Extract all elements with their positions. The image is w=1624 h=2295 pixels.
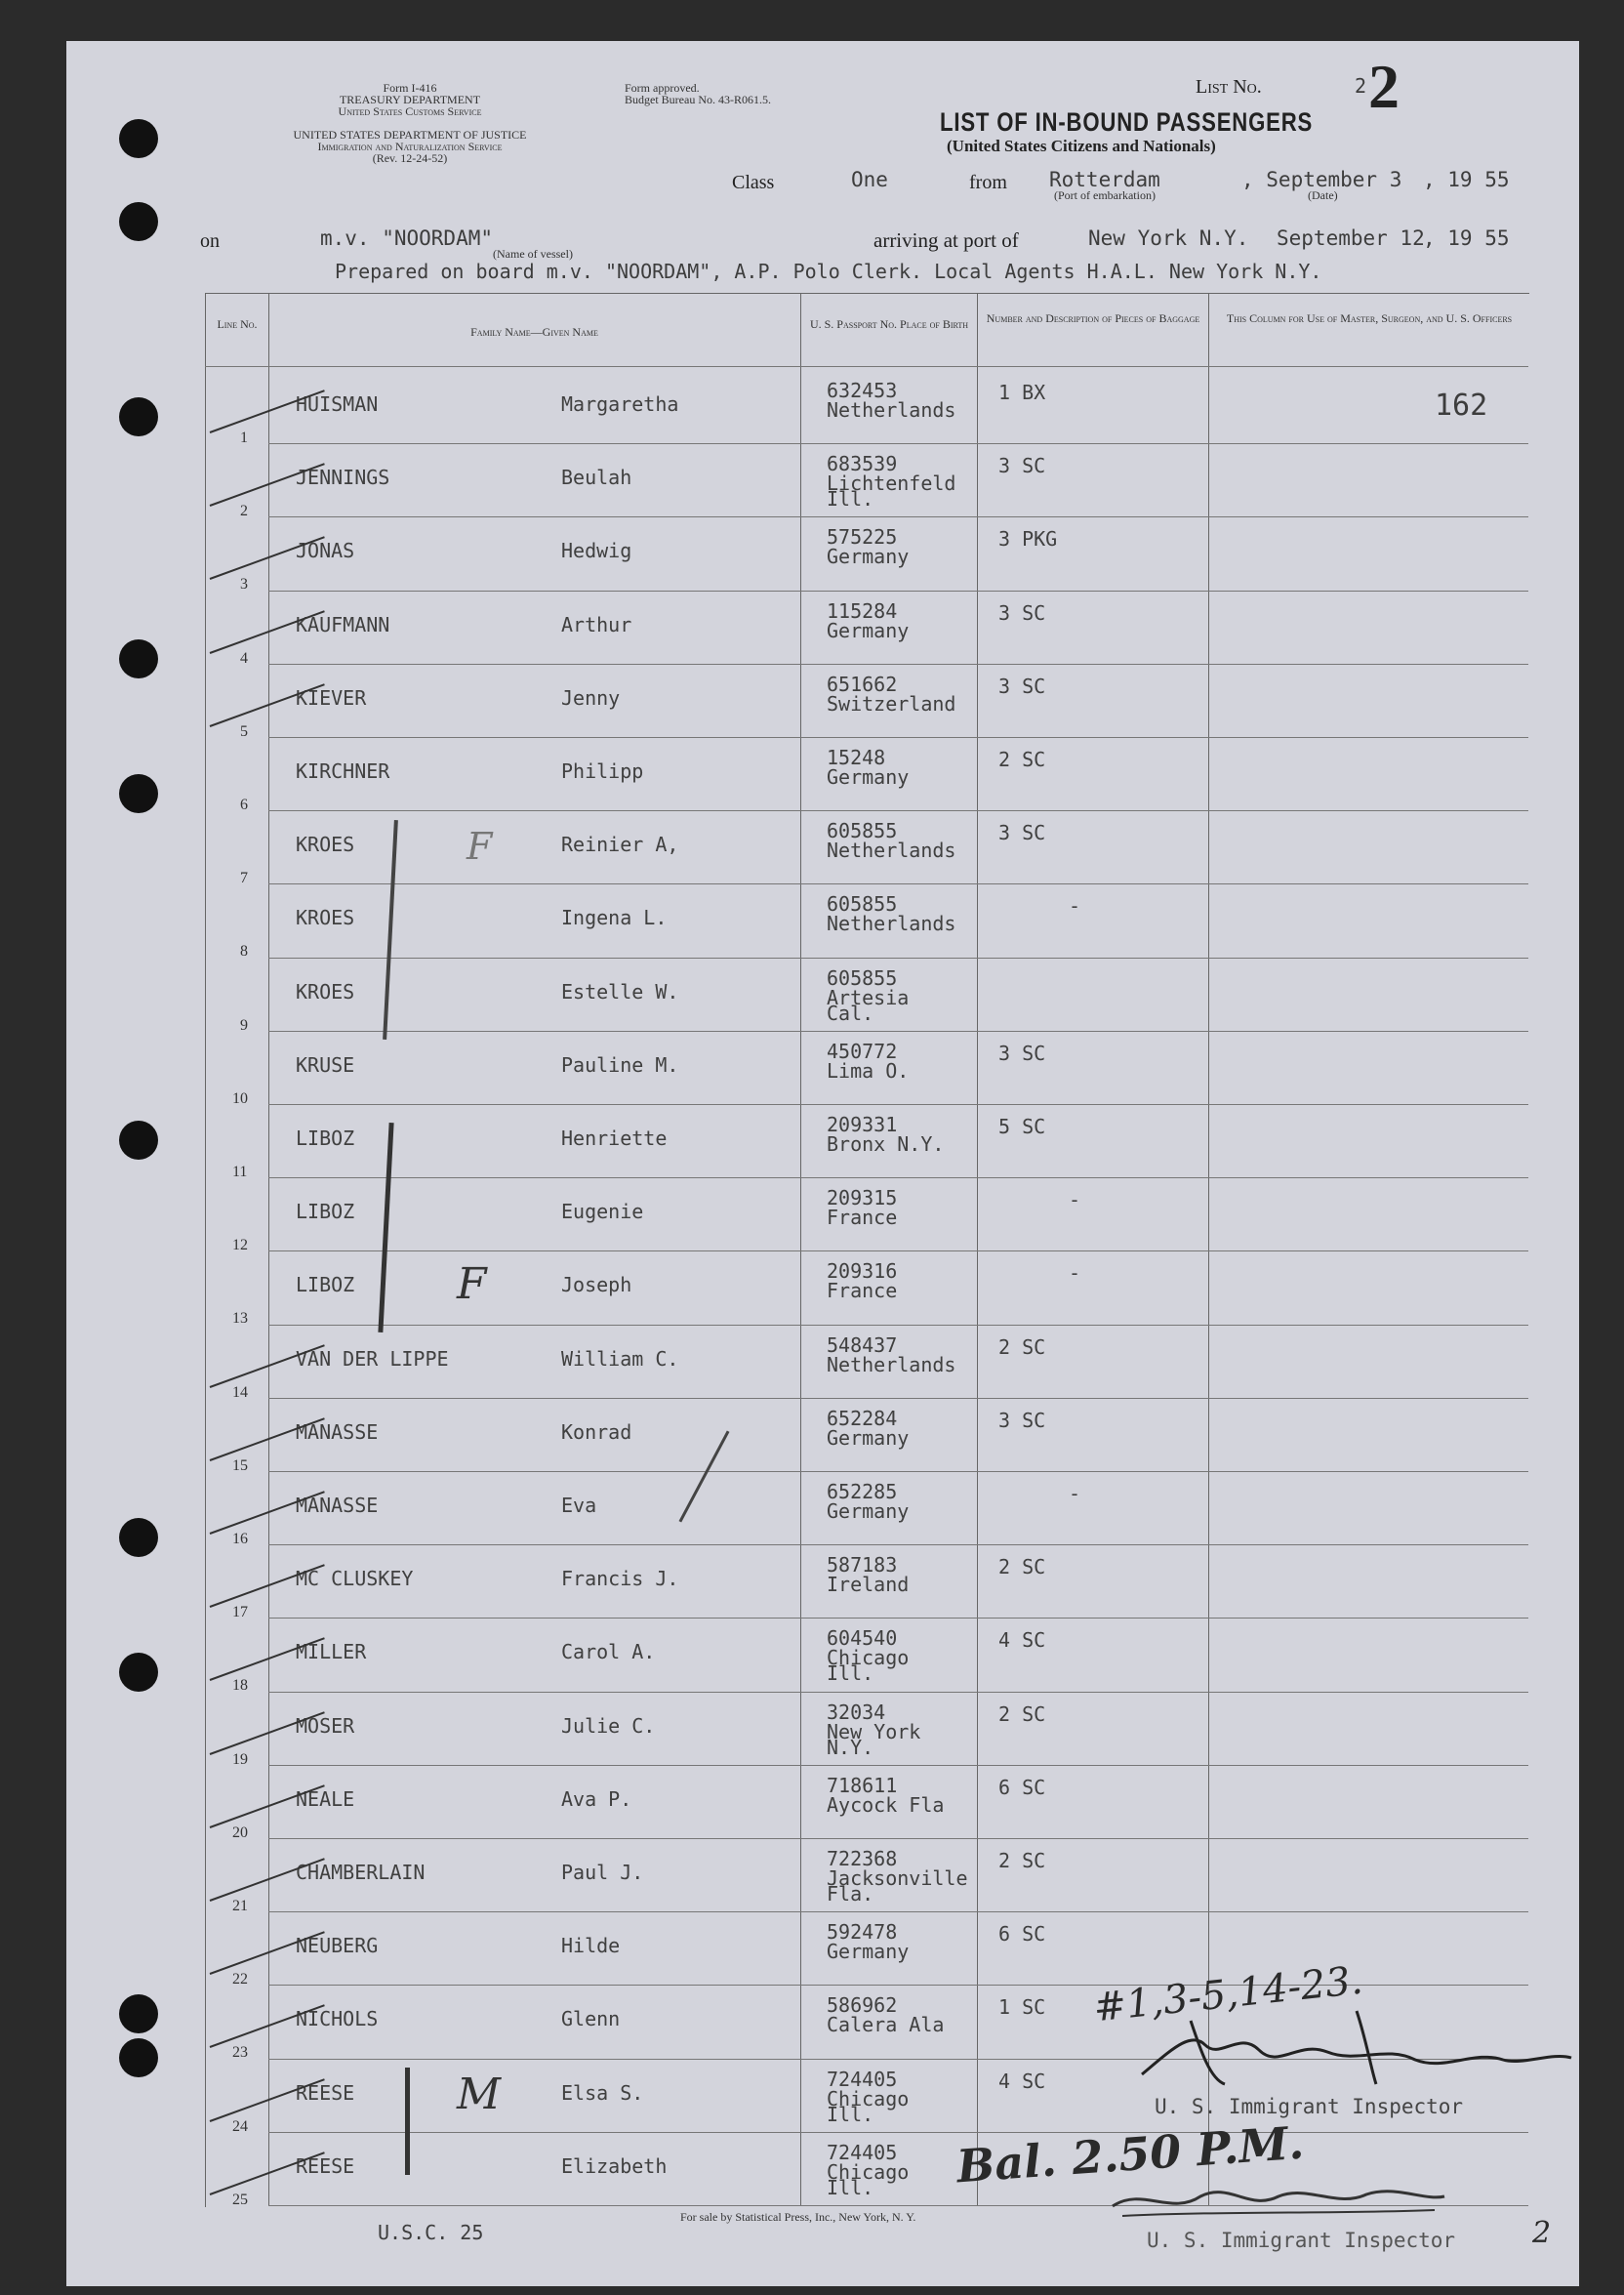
table-row <box>205 1105 1528 1178</box>
family-name: MANASSE <box>296 1419 379 1444</box>
place-of-birth: Germany <box>827 1425 910 1450</box>
usc-code: U.S.C. 25 <box>378 2221 484 2244</box>
given-name: Julie C. <box>561 1713 656 1738</box>
line-number: 22 <box>232 1971 248 1988</box>
given-name: Ingena L. <box>561 906 668 930</box>
family-name: KIRCHNER <box>296 759 390 783</box>
form-approved: Form approved. <box>625 81 700 95</box>
baggage: 3 SC <box>998 821 1046 845</box>
passport-number: 605855 <box>827 819 898 843</box>
table-row <box>205 371 1528 444</box>
passport-number: 724405 <box>827 2140 898 2164</box>
punch-hole <box>119 2038 158 2077</box>
place-of-birth: Lima O. <box>827 1058 910 1083</box>
baggage: 3 SC <box>998 454 1046 478</box>
given-name: Pauline M. <box>561 1052 679 1077</box>
baggage: 6 SC <box>998 1775 1046 1799</box>
inspector-title-1: U. S. Immigrant Inspector <box>1155 2095 1464 2118</box>
table-row <box>205 884 1528 961</box>
arrival-year: , 19 55 <box>1423 226 1510 250</box>
port-embarkation: Rotterdam <box>1049 168 1160 191</box>
given-name: Glenn <box>561 2007 621 2031</box>
family-name: CHAMBERLAIN <box>296 1861 426 1884</box>
family-name: NEUBERG <box>296 1934 379 1958</box>
port-caption: (Port of embarkation) <box>1054 188 1156 202</box>
given-name: William C. <box>561 1346 679 1371</box>
punch-hole <box>119 1994 158 2033</box>
line-number: 13 <box>232 1310 248 1328</box>
table-row <box>205 592 1528 665</box>
passport-number: 724405 <box>827 2067 898 2091</box>
punch-hole <box>119 639 158 678</box>
table-row <box>205 1693 1528 1766</box>
line-number: 16 <box>232 1531 248 1547</box>
from-label: from <box>969 172 1007 193</box>
place-of-birth: Netherlands <box>827 839 956 863</box>
given-name: Estelle W. <box>561 979 679 1004</box>
passport-number: 722368 <box>827 1847 898 1870</box>
handwritten-bal-note: Bal. 2.50 P.M. <box>954 2115 1306 2193</box>
baggage: 3 PKG <box>998 527 1058 552</box>
place-of-birth: Germany <box>827 618 910 642</box>
given-name: Jenny <box>561 685 621 710</box>
arriving-label: arriving at port of <box>873 228 1019 252</box>
table-row <box>205 1839 1528 1912</box>
table-row <box>205 959 1528 1032</box>
place-of-birth: Netherlands <box>827 398 956 422</box>
handwritten-lines-note: #1,3-5,14-23. <box>1091 1957 1365 2031</box>
table-row <box>205 1472 1528 1545</box>
page-subtitle: (United States Citizens and Nationals) <box>947 137 1216 155</box>
date-caption: (Date) <box>1308 188 1338 202</box>
passport-number: 652285 <box>827 1480 898 1503</box>
family-name: MANASSE <box>296 1494 379 1517</box>
passport-number: 32034 <box>827 1700 886 1724</box>
baggage: 3 SC <box>998 1041 1046 1065</box>
family-name: KROES <box>296 979 355 1004</box>
passport-number: 592478 <box>827 1920 898 1945</box>
on-label: on <box>200 230 220 252</box>
place-of-birth: Germany <box>827 1499 910 1523</box>
line-number: 10 <box>232 1089 248 1107</box>
signature-1 <box>1132 1991 1581 2099</box>
handwritten-m: M <box>457 2070 502 2119</box>
place-of-birth: France <box>827 1206 898 1230</box>
place-of-birth: Calera Ala <box>827 2013 945 2037</box>
punch-hole <box>119 397 158 436</box>
passport-number: 651662 <box>827 672 898 696</box>
line-number: 23 <box>232 2044 248 2062</box>
baggage: 6 SC <box>998 1922 1046 1947</box>
page-code: 162 <box>1435 389 1488 423</box>
line-number: 9 <box>240 1016 248 1034</box>
passport-number: 604540 <box>827 1626 898 1651</box>
table-row <box>205 517 1528 594</box>
baggage: 2 SC <box>998 748 1046 771</box>
passport-number: 683539 <box>827 452 898 476</box>
baggage: 4 SC <box>998 2069 1046 2093</box>
baggage: 2 SC <box>998 1555 1046 1579</box>
budget-bureau: Budget Bureau No. 43-R061.5. <box>625 93 771 106</box>
place-of-birth: Netherlands <box>827 912 956 936</box>
table-row <box>205 811 1528 887</box>
handwritten-f-1: F <box>467 825 493 868</box>
baggage: 3 SC <box>998 1408 1046 1432</box>
table-row <box>205 1032 1528 1105</box>
family-name: MOSER <box>296 1713 355 1738</box>
given-name: Philipp <box>561 759 644 783</box>
passport-number: 15248 <box>827 746 886 769</box>
place-of-birth: Bronx N.Y. <box>827 1132 945 1156</box>
family-name: KRUSE <box>296 1052 355 1077</box>
given-name: Hilde <box>561 1934 621 1958</box>
departure-date: , September 3 <box>1241 168 1402 191</box>
place-of-birth: Jacksonville Fla. <box>827 1866 968 1906</box>
given-name: Hedwig <box>561 539 632 563</box>
class-value: One <box>851 168 888 191</box>
line-number: 21 <box>232 1898 248 1914</box>
given-name: Beulah <box>561 466 632 490</box>
passport-number: 586962 <box>827 1993 898 2018</box>
passport-number: 605855 <box>827 965 898 990</box>
line-number: 6 <box>240 797 248 813</box>
table-row <box>205 444 1528 520</box>
place-of-birth: Lichtenfeld Ill. <box>827 471 956 512</box>
justice-dept: UNITED STATES DEPARTMENT OF JUSTICE <box>293 128 527 142</box>
punch-hole <box>119 774 158 813</box>
baggage: 3 SC <box>998 600 1046 625</box>
punch-hole <box>119 1653 158 1692</box>
vessel-name: m.v. "NOORDAM" <box>320 226 494 250</box>
line-number: 11 <box>232 1164 248 1180</box>
table-row <box>205 1178 1528 1254</box>
line-number: 2 <box>240 503 248 520</box>
table-row <box>205 1545 1528 1619</box>
col-passport: U. S. Passport No. Place of Birth <box>809 317 969 331</box>
place-of-birth: Germany <box>827 545 910 569</box>
baggage: 5 SC <box>998 1115 1046 1138</box>
place-of-birth: New York N.Y. <box>827 1719 921 1759</box>
table-row <box>205 1399 1528 1472</box>
place-of-birth: Chicago Ill. <box>827 2086 910 2126</box>
passport-number: 632453 <box>827 379 898 402</box>
line-number: 20 <box>232 1824 248 1841</box>
place-of-birth: France <box>827 1279 898 1303</box>
line-number: 18 <box>232 1677 248 1695</box>
place-of-birth: Aycock Fla <box>827 1792 945 1817</box>
family-name: KROES <box>296 833 355 857</box>
line-number: 15 <box>232 1456 248 1474</box>
page-title: LIST OF IN-BOUND PASSENGERS <box>940 107 1314 137</box>
place-of-birth: Artesia Cal. <box>827 985 910 1025</box>
punch-hole <box>119 202 158 241</box>
table-row <box>205 1766 1528 1839</box>
class-label: Class <box>732 172 775 193</box>
passport-number: 209331 <box>827 1113 898 1136</box>
baggage: 2 SC <box>998 1849 1046 1872</box>
table-row <box>205 738 1528 811</box>
form-number: Form I-416 <box>383 81 437 95</box>
family-name: HUISMAN <box>296 392 379 416</box>
baggage: 2 SC <box>998 1701 1046 1726</box>
printer-note: For sale by Statistical Press, Inc., New York, N. Y. <box>680 2210 916 2224</box>
baggage: - <box>1069 1188 1081 1212</box>
family-name: JENNINGS <box>296 466 390 490</box>
punch-hole <box>119 1121 158 1160</box>
line-number: 17 <box>232 1604 248 1621</box>
place-of-birth: Netherlands <box>827 1352 956 1376</box>
table-row <box>205 1326 1528 1399</box>
arrival-port: New York N.Y. <box>1088 226 1249 250</box>
prepared-line: Prepared on board m.v. "NOORDAM", A.P. Polo Clerk. Local Agents H.A.L. New York N.Y. <box>335 260 1322 283</box>
punch-hole <box>119 119 158 158</box>
given-name: Henriette <box>561 1127 668 1150</box>
family-name: REESE <box>296 2153 355 2178</box>
inspector-title-2: U. S. Immigrant Inspector <box>1147 2229 1456 2252</box>
place-of-birth: Chicago Ill. <box>827 2159 910 2199</box>
family-name: LIBOZ <box>296 1200 355 1224</box>
form-revision: (Rev. 12-24-52) <box>372 151 448 165</box>
family-name: LIBOZ <box>296 1273 355 1297</box>
given-name: Arthur <box>561 612 632 636</box>
customs-service: United States Customs Service <box>338 104 482 118</box>
given-name: Francis J. <box>561 1567 679 1591</box>
place-of-birth: Ireland <box>827 1573 910 1597</box>
passport-number: 548437 <box>827 1332 898 1357</box>
passport-number: 718611 <box>827 1773 898 1797</box>
line-number: 5 <box>240 722 248 740</box>
punch-hole <box>119 1518 158 1557</box>
passport-number: 115284 <box>827 598 898 623</box>
passport-number: 605855 <box>827 892 898 917</box>
family-name: NICHOLS <box>296 2007 379 2031</box>
family-name: KIEVER <box>296 685 367 710</box>
table-row <box>205 1619 1528 1695</box>
baggage: 2 SC <box>998 1334 1046 1359</box>
family-name: JONAS <box>296 539 355 563</box>
line-number: 12 <box>232 1237 248 1254</box>
baggage: 1 BX <box>998 381 1046 404</box>
place-of-birth: Germany <box>827 1940 910 1964</box>
given-name: Carol A. <box>561 1640 656 1664</box>
given-name: Elizabeth <box>561 2153 668 2178</box>
family-name: VAN DER LIPPE <box>296 1346 449 1371</box>
given-name: Margaretha <box>561 392 679 416</box>
table-row <box>205 1251 1528 1328</box>
given-name: Eugenie <box>561 1200 644 1224</box>
baggage: - <box>1069 894 1081 919</box>
col-name: Family Name—Given Name <box>470 325 598 339</box>
line-number: 7 <box>240 870 248 887</box>
table-row <box>205 665 1528 738</box>
passport-number: 575225 <box>827 525 898 550</box>
line-number: 25 <box>232 2191 248 2208</box>
handwritten-f-2: F <box>457 1259 487 1309</box>
family-name: MC CLUSKEY <box>296 1567 414 1591</box>
baggage: - <box>1069 1482 1081 1505</box>
col-officers: This Column for Use of Master, Surgeon, and U. S. Officers <box>1226 311 1513 325</box>
passport-number: 587183 <box>827 1553 898 1578</box>
line-number: 8 <box>240 943 248 961</box>
line-number: 14 <box>232 1383 248 1401</box>
given-name: Eva <box>561 1494 597 1517</box>
family-name: MILLER <box>296 1640 367 1664</box>
inspector-mark-2: 2 <box>1532 2216 1552 2250</box>
col-baggage: Number and Description of Pieces of Baggage <box>986 311 1200 325</box>
given-name: Konrad <box>561 1419 632 1444</box>
passport-number: 450772 <box>827 1039 898 1063</box>
baggage: - <box>1069 1261 1081 1286</box>
bracket-reese <box>405 2068 410 2175</box>
given-name: Ava P. <box>561 1786 632 1811</box>
family-name: LIBOZ <box>296 1127 355 1150</box>
treasury-dept: TREASURY DEPARTMENT <box>339 93 481 106</box>
place-of-birth: Switzerland <box>827 691 956 716</box>
ins-service: Immigration and Naturalization Service <box>317 140 503 153</box>
given-name: Elsa S. <box>561 2080 644 2105</box>
family-name: KROES <box>296 906 355 930</box>
passport-number: 209316 <box>827 1259 898 1284</box>
list-no-label: List No. <box>1196 76 1262 98</box>
line-number: 4 <box>240 649 248 667</box>
family-name: KAUFMANN <box>296 612 390 636</box>
list-no-small: 2 <box>1355 74 1367 98</box>
arrival-date: September 12 <box>1277 226 1425 250</box>
given-name: Paul J. <box>561 1861 644 1884</box>
place-of-birth: Chicago Ill. <box>827 1646 910 1686</box>
line-number: 1 <box>240 430 248 446</box>
given-name: Joseph <box>561 1273 632 1297</box>
line-number: 3 <box>240 576 248 594</box>
signature-2 <box>1103 2167 1454 2226</box>
baggage: 1 SC <box>998 1995 1046 2020</box>
family-name: REESE <box>296 2080 355 2105</box>
passport-number: 652284 <box>827 1406 898 1430</box>
baggage: 3 SC <box>998 674 1046 698</box>
baggage: 4 SC <box>998 1628 1046 1653</box>
place-of-birth: Germany <box>827 765 910 789</box>
given-name: Reinier A, <box>561 833 679 857</box>
line-number: 19 <box>232 1750 248 1768</box>
vessel-caption: (Name of vessel) <box>493 247 573 261</box>
family-name: NEALE <box>296 1786 355 1811</box>
list-no-value: 2 <box>1368 52 1400 121</box>
line-number: 24 <box>232 2117 248 2135</box>
passport-number: 209315 <box>827 1186 898 1210</box>
departure-year: , 19 55 <box>1423 168 1510 191</box>
col-line-no: Line No. <box>217 317 258 331</box>
